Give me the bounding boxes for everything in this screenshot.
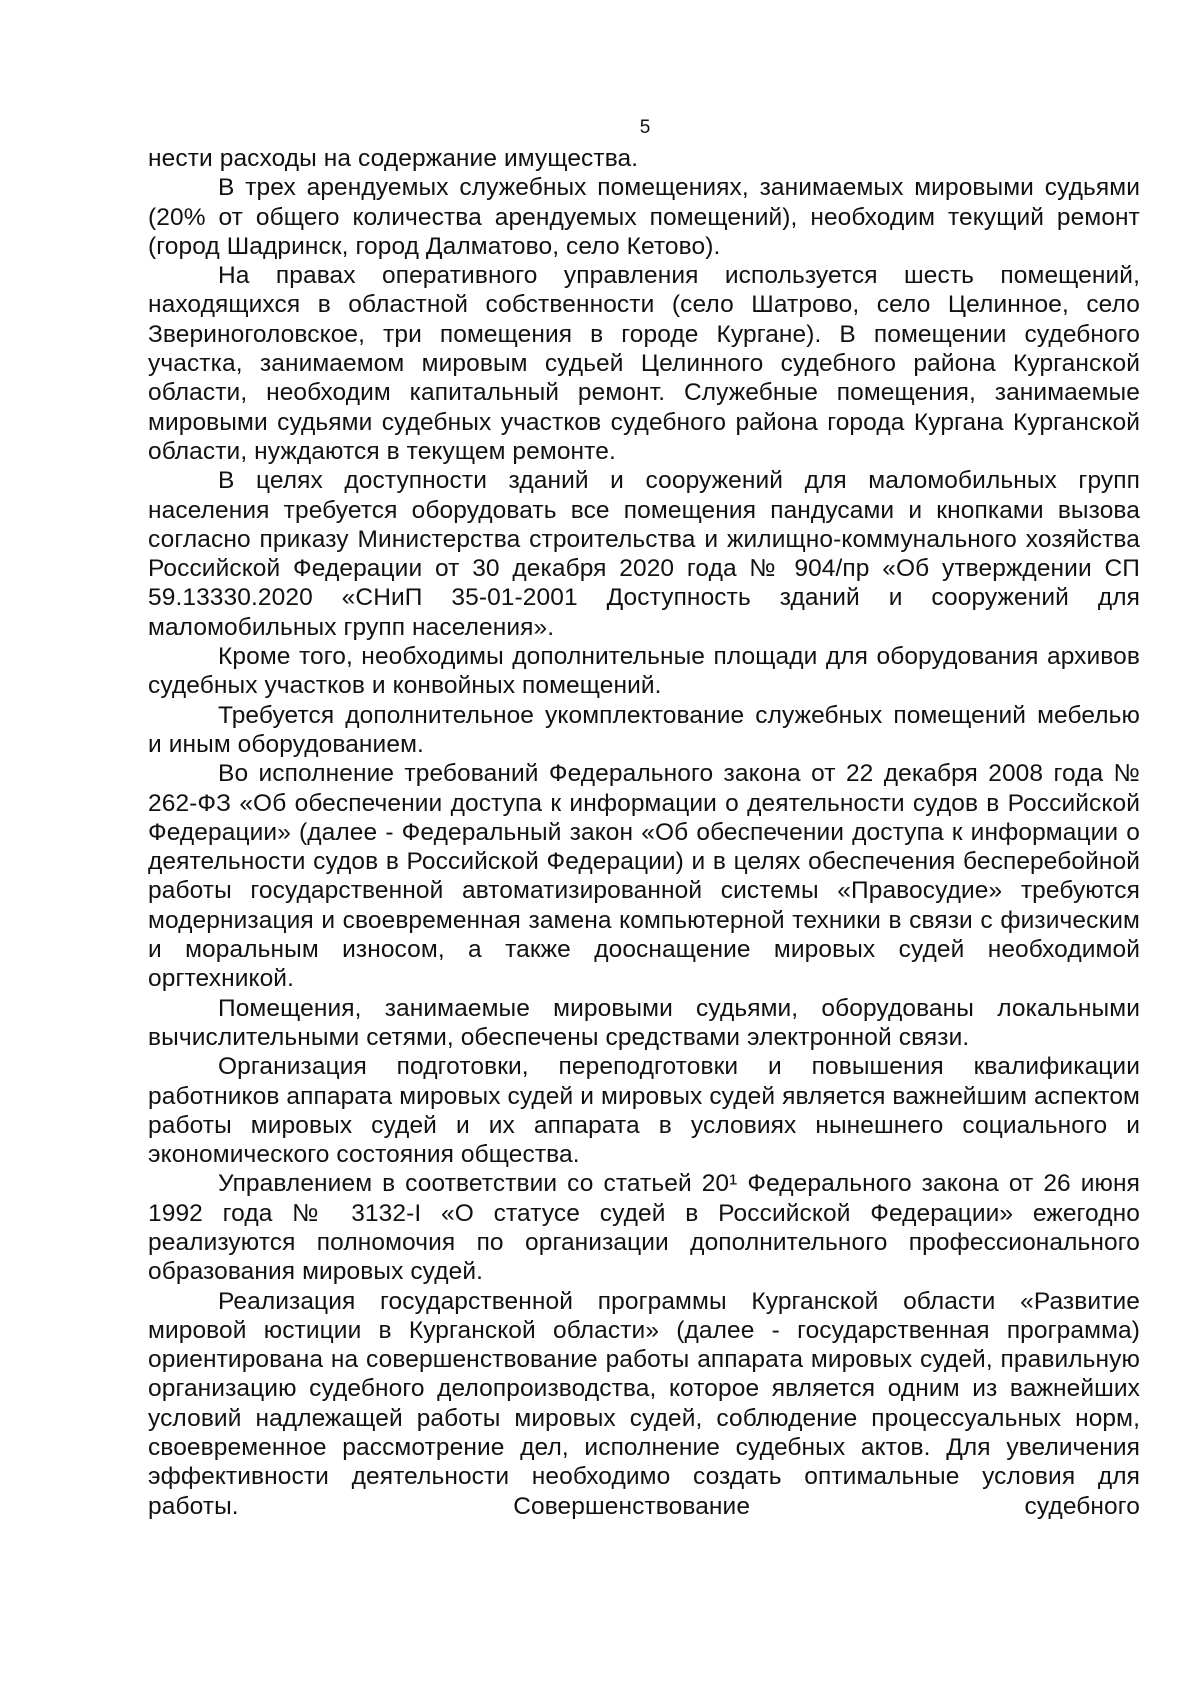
paragraph-10: Управлением в соответствии со статьей 20¹ Федерального закона от 26 июня 1992 года № 3132-I «О статусе судей в Российской Федерации» ежегодно реализуются полномочия по организации дополнительного профессионального образования мировых судей. bbox=[148, 1170, 1140, 1286]
paragraph-3: На правах оперативного управления используется шесть помещений, находящихся в областной собственности (село Шатрово, село Целинное, село Звериноголовское, три помещения в городе Кургане). В помещении судебного участка, занимаемом мировым судьей Целинного судебного района Курганской области, необходим капитальный ремонт. Служебные помещения, занимаемые мировыми судьями судебных участков судебного района города Кургана Курганской области, нуждаются в текущем ремонте. bbox=[148, 262, 1140, 465]
paragraph-1: нести расходы на содержание имущества. bbox=[148, 145, 639, 172]
page-number: 5 bbox=[639, 117, 651, 138]
paragraph-5: Кроме того, необходимы дополнительные площади для оборудования архивов судебных участков и конвойных помещений. bbox=[148, 643, 1140, 700]
paragraph-6: Требуется дополнительное укомплектование служебных помещений мебелью и иным оборудованием. bbox=[148, 701, 1140, 758]
paragraph-11: Реализация государственной программы Курганской области «Развитие мировой юстиции в Курганской области» (далее - государственная программа) ориентирована на совершенствование работы аппарата мировых судей, правильную организацию судебного делопроизводства, которое является одним из важнейших условий надлежащей работы мировых судей, соблюдение процессуальных норм, своевременное рассмотрение дел, исполнение судебных актов. Для увеличения эффективности деятельности необходимо создать оптимальные условия для работы. Совершенствование судебного bbox=[148, 1287, 1140, 1520]
paragraph-8: Помещения, занимаемые мировыми судьями, оборудованы локальными вычислительными сетями, обеспечены средствами электронной связи. bbox=[148, 994, 1140, 1051]
paragraph-4: В целях доступности зданий и сооружений для маломобильных групп населения требуется оборудовать все помещения пандусами и кнопками вызова согласно приказу Министерства строительства и жилищно-коммунального хозяйства Российской Федерации от 30 декабря 2020 года № 904/пр «Об утверждении СП 59.13330.2020 «СНиП 35-01-2001 Доступность зданий и сооружений для маломобильных групп населения». bbox=[148, 467, 1140, 641]
paragraph-7: Во исполнение требований Федерального закона от 22 декабря 2008 года № 262-ФЗ «Об обеспечении доступа к информации о деятельности судов в Российской Федерации» (далее - Федеральный закон «Об обеспечении доступа к информации о деятельности судов в Российской Федерации) и в целях обеспечения бесперебойной работы государственной автоматизированной системы «Правосудие» требуются модернизация и своевременная замена компьютерной техники в связи с физическим и моральным износом, а также дооснащение мировых судей необходимой оргтехникой. bbox=[148, 760, 1140, 993]
paragraph-2: В трех арендуемых служебных помещениях, занимаемых мировыми судьями (20% от общего количества арендуемых помещений), необходим текущий ремонт (город Шадринск, город Далматово, село Кетово). bbox=[148, 174, 1140, 260]
paragraph-9: Организация подготовки, переподготовки и повышения квалификации работников аппарата мировых судей и мировых судей является важнейшим аспектом работы мировых судей и их аппарата в условиях нынешнего социального и экономического состояния общества. bbox=[148, 1053, 1140, 1169]
document-body bbox=[148, 144, 1140, 1521]
